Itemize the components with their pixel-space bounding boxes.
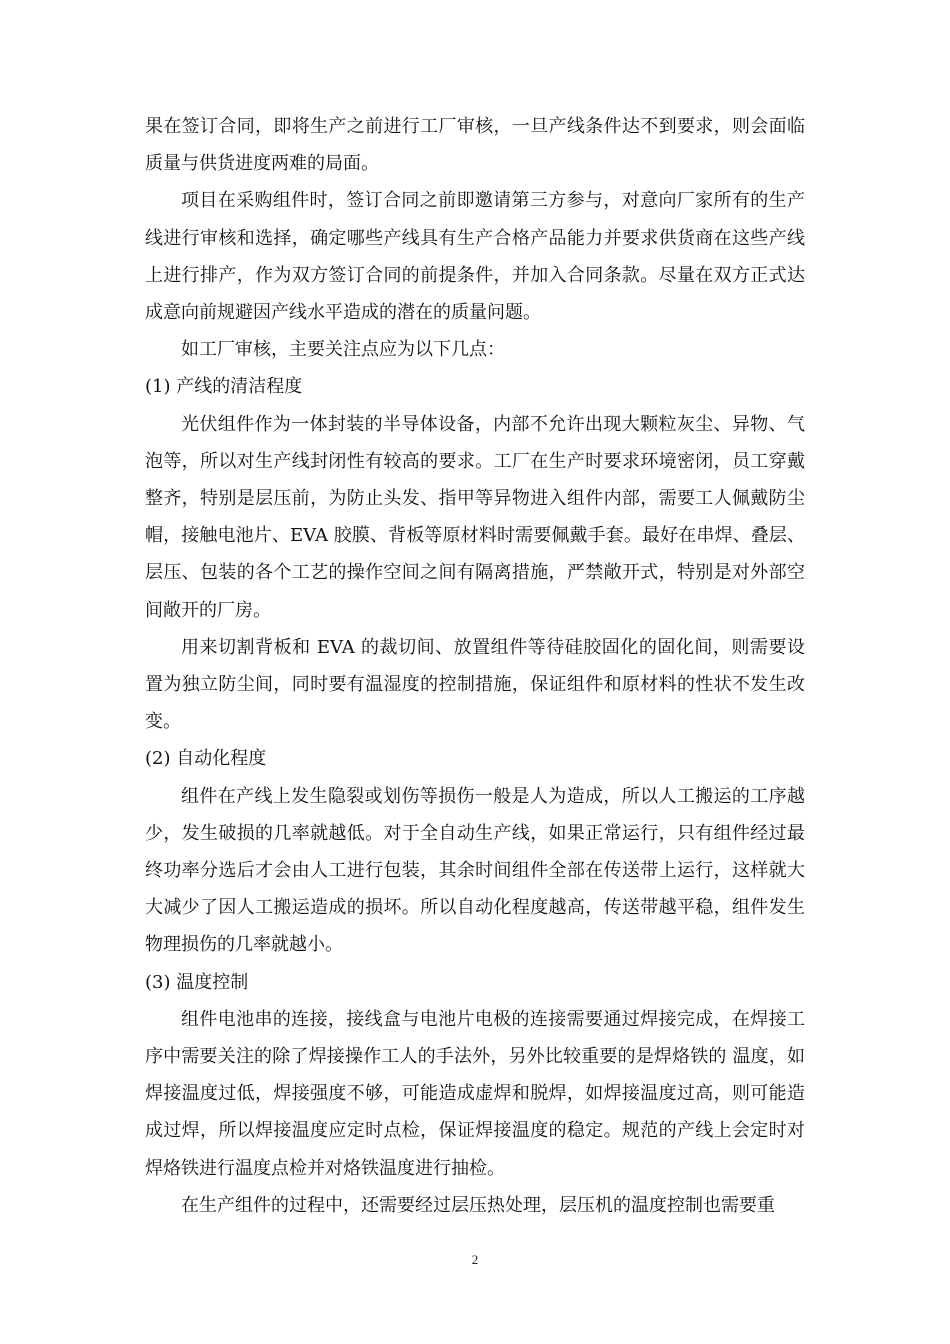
paragraph-continuation: 果在签订合同，即将生产之前进行工厂审核，一旦产线条件达不到要求，则会面临质量与供货进度两难的局面。 bbox=[145, 116, 805, 175]
section-heading-automation: (2) 自动化程度 bbox=[145, 748, 267, 770]
paragraph-cleanliness-requirements: 光伏组件作为一体封装的半导体设备，内部不允许出现大颗粒灰尘、异物、气泡等，所以对生产线封闭性有较高的要求。工厂在生产时要求环境密闭，员工穿戴整齐，特别是层压前，为防止头发、指甲等异物进入组件内部，需要工人佩戴防尘帽，接触电池片、EVA 胶膜、背板等原材料时需要佩戴手套。最好在串焊、叠层、层压、包装的各个工艺的操作空间之间有隔离措施，严禁敞开式，特别是对外部空间敞开的厂房。 bbox=[145, 413, 805, 621]
paragraph-procurement-audit: 项目在采购组件时，签订合同之前即邀请第三方参与，对意向厂家所有的生产线进行审核和选择，确定哪些产线具有生产合格产品能力并要求供货商在这些产线上进行排产，作为双方签订合同的前提条件，并加入合同条款。尽量在双方正式达成意向前规避因产线水平造成的潜在的质量问题。 bbox=[145, 190, 805, 324]
paragraph-audit-focus-intro: 如工厂审核，主要关注点应为以下几点： bbox=[181, 339, 505, 361]
section-heading-cleanliness: (1) 产线的清洁程度 bbox=[145, 376, 303, 398]
paragraph-dust-free-rooms: 用来切割背板和 EVA 的裁切间、放置组件等待硅胶固化的固化间，则需要设置为独立防尘间，同时要有温湿度的控制措施，保证组件和原材料的性状不发生改变。 bbox=[145, 636, 805, 733]
paragraph-lamination-temperature: 在生产组件的过程中，还需要经过层压热处理，层压机的温度控制也需要重 bbox=[181, 1194, 775, 1216]
paragraph-soldering-temperature: 组件电池串的连接，接线盒与电池片电极的连接需要通过焊接完成，在焊接工序中需要关注的除了焊接操作工人的手法外，另外比较重要的是焊烙铁的 温度，如焊接温度过低，焊接强度不够，可能造成虚焊和脱焊，如焊接温度过高，则可能造成过焊，所以焊接温度应定时点检，保证焊接温度的稳定。规范的产线上会定时对焊烙铁进行温度点检并对烙铁温度进行抽检。 bbox=[145, 1008, 805, 1179]
section-heading-temperature: (3) 温度控制 bbox=[145, 971, 249, 993]
document-body bbox=[145, 108, 805, 1224]
page-number: 2 bbox=[471, 1252, 479, 1267]
paragraph-automation: 组件在产线上发生隐裂或划伤等损伤一般是人为造成，所以人工搬运的工序越少，发生破损的几率就越低。对于全自动生产线，如果正常运行，只有组件经过最终功率分选后才会由人工进行包装，其余时间组件全部在传送带上运行，这样就大大减少了因人工搬运造成的损坏。所以自动化程度越高，传送带越平稳，组件发生物理损伤的几率就越小。 bbox=[145, 785, 805, 956]
